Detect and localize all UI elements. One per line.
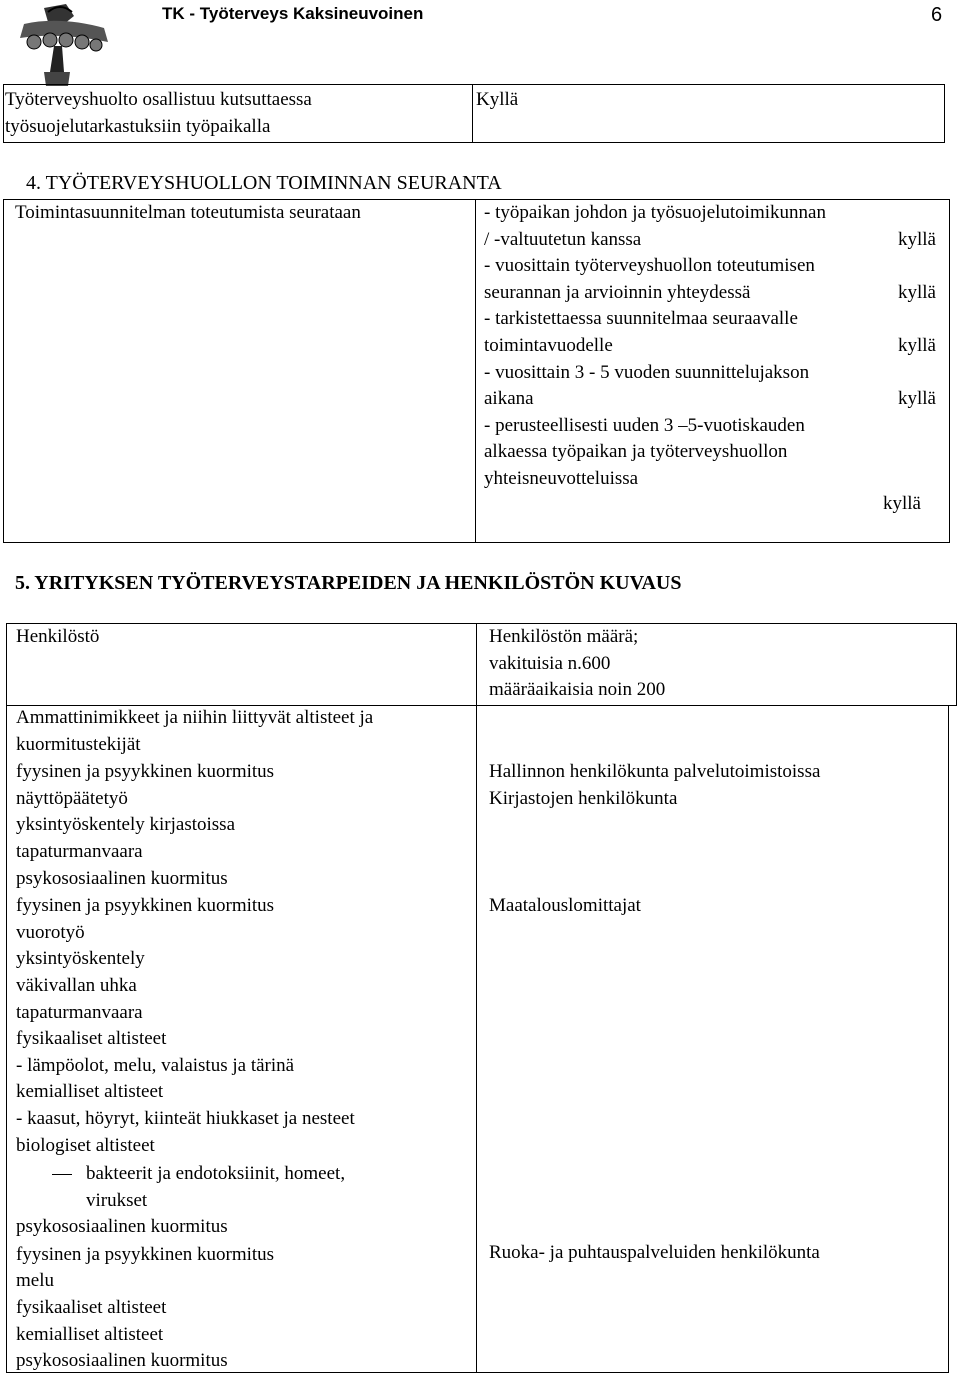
list-item [484, 333, 936, 360]
table-border-right [956, 623, 957, 706]
group-1-personnel [489, 759, 820, 812]
list-item [484, 227, 936, 254]
top-table-divider [472, 84, 473, 143]
list-item: fyysinen ja psyykkinen kuormitus [16, 895, 275, 917]
dash-item-line: bakteerit ja endotoksiinit, homeet, [86, 1163, 346, 1185]
subheader-line: Ammattinimikkeet ja niihin liittyvät altisteet ja [16, 707, 374, 728]
list-item: psykososiaalinen kuormitus [16, 1216, 228, 1238]
list-item: tapaturmanvaara [16, 840, 143, 862]
table-border-top [6, 623, 957, 624]
top-table-right-value: Kyllä [476, 89, 519, 110]
list-item-text: - vuosittain työterveyshuollon toteutumisen [484, 255, 815, 277]
list-item-text: yhteisneuvotteluissa [484, 467, 639, 489]
list-item: fyysinen ja psyykkinen kuormitus [16, 1243, 275, 1265]
list-item [484, 360, 936, 387]
personnel-count [489, 624, 665, 704]
list-item-value: kyllä [898, 388, 936, 410]
list-item [484, 439, 936, 466]
personnel-group-name: Maatalouslomittajat [489, 895, 641, 916]
list-item [484, 306, 936, 333]
dash-bullet [52, 1174, 72, 1175]
list-item: - lämpöolot, melu, valaistus ja tärinä [16, 1054, 295, 1076]
list-item-text: seurannan ja arvioinnin yhteydessä [484, 281, 751, 303]
top-table-left-line: työsuojelutarkastuksiin työpaikalla [5, 115, 271, 137]
section-5-heading: 5. YRITYKSEN TYÖTERVEYSTARPEIDEN JA HENKILÖSTÖN KUVAUS [15, 572, 682, 594]
table-border-left [6, 623, 7, 1373]
list-item [484, 466, 936, 493]
list-item: psykososiaalinen kuormitus [16, 867, 228, 889]
table-column-divider [476, 623, 477, 1373]
list-item: tapaturmanvaara [16, 1001, 143, 1023]
list-item [484, 386, 936, 413]
section-4-divider [475, 199, 476, 543]
list-item: - kaasut, höyryt, kiinteät hiukkaset ja nesteet [16, 1107, 355, 1129]
dash-list-item [16, 1161, 373, 1214]
list-item-text: - tarkistettaessa suunnitelmaa seuraavalle [484, 308, 798, 330]
subheader-line: kuormitustekijät [16, 733, 141, 755]
list-item: fyysinen ja psyykkinen kuormitus [16, 761, 275, 783]
list-item [484, 280, 936, 307]
list-item-text: aikana [484, 388, 534, 410]
list-item-value: kyllä [898, 334, 936, 356]
list-item-text: / -valtuutetun kanssa [484, 228, 642, 250]
list-item [484, 413, 936, 440]
list-item-text: - työpaikan johdon ja työsuojelutoimikunnan [484, 202, 826, 223]
list-item [484, 200, 936, 227]
list-item: melu [16, 1270, 54, 1292]
list-item-text: alkaessa työpaikan ja työterveyshuollon [484, 441, 788, 463]
list-item: kemialliset altisteet [16, 1081, 164, 1103]
table-border-right-lower [948, 706, 949, 1373]
top-table-left-text [5, 87, 312, 140]
list-item: fysikaaliset altisteet [16, 1028, 167, 1050]
section-4-heading: 4. TYÖTERVEYSHUOLLON TOIMINNAN SEURANTA [26, 172, 502, 194]
list-item: psykososiaalinen kuormitus [16, 1350, 228, 1372]
list-item: kemialliset altisteet [16, 1323, 164, 1345]
personnel-count-line: Henkilöstön määrä; [489, 626, 639, 647]
list-item: yksintyöskentely kirjastoissa [16, 814, 236, 836]
group-2-factors [16, 893, 373, 1241]
section-4-right-list [484, 200, 936, 493]
list-item-value: kyllä [898, 281, 936, 303]
group-3-factors [16, 1242, 373, 1375]
list-item-value: kyllä [898, 228, 936, 250]
personnel-group-name: Hallinnon henkilökunta palvelutoimistoissa [489, 761, 821, 782]
top-table-left-line: Työterveyshuolto osallistuu kutsuttaessa [5, 89, 312, 110]
list-item: yksintyöskentely [16, 948, 145, 970]
personnel-group-name: Ruoka- ja puhtauspalveluiden henkilökunta [489, 1242, 820, 1263]
section-4-left-text: Toimintasuunnitelman toteutumista seurataan [15, 202, 361, 223]
document-header-title: TK - Työterveys Kaksineuvoinen [162, 4, 424, 23]
personnel-group-name: Kirjastojen henkilökunta [489, 787, 678, 809]
list-item [484, 253, 936, 280]
page-number: 6 [931, 4, 943, 26]
logo-image [4, 2, 116, 88]
list-item: väkivallan uhka [16, 974, 137, 996]
list-item: biologiset altisteet [16, 1134, 155, 1156]
list-item-text: - vuosittain 3 - 5 vuoden suunnittelujakson [484, 361, 810, 383]
personnel-header: Henkilöstö [16, 626, 100, 647]
list-item: vuorotyö [16, 921, 85, 943]
list-item: fysikaaliset altisteet [16, 1297, 167, 1319]
list-item-text: toimintavuodelle [484, 334, 613, 356]
personnel-count-line: määräaikaisia noin 200 [489, 679, 666, 701]
list-item: näyttöpäätetyö [16, 787, 128, 809]
section-4-final-value: kyllä [883, 493, 921, 514]
group-3-personnel [489, 1240, 820, 1267]
occupations-column [16, 705, 373, 1375]
group-1-factors [16, 759, 373, 892]
list-item-text: - perusteellisesti uuden 3 –5-vuotiskauden [484, 414, 805, 436]
group-2-personnel [489, 893, 641, 920]
personnel-count-line: vakituisia n.600 [489, 652, 611, 674]
dash-item-line: virukset [86, 1189, 148, 1211]
